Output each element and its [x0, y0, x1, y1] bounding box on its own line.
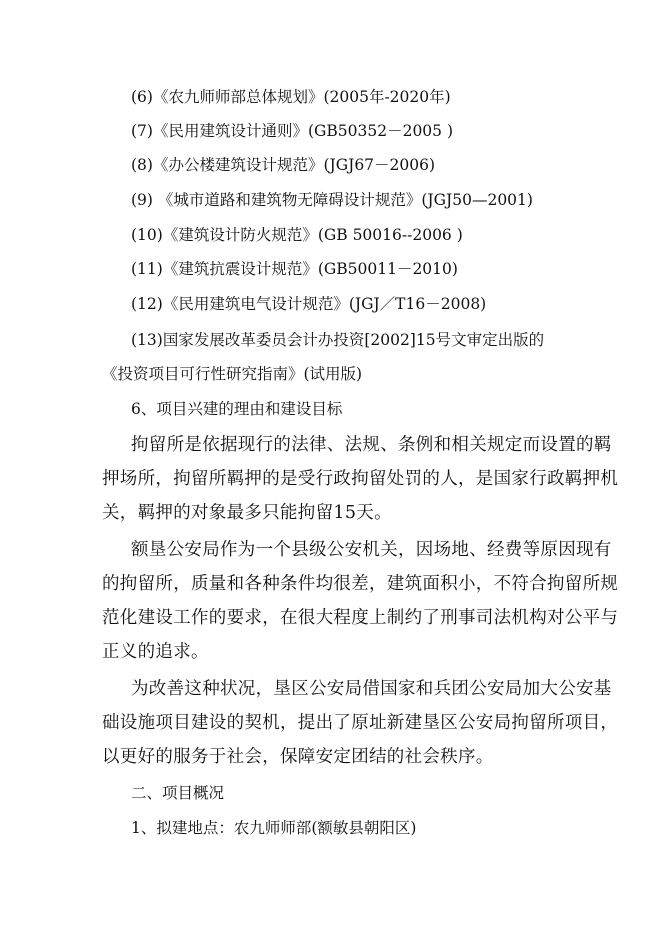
- reference-item: (6)《农九师师部总体规划》(2005年-2020年): [131, 88, 451, 106]
- reference-item: (9) 《城市道路和建筑物无障碍设计规范》(JGJ50—2001): [131, 191, 533, 209]
- reference-item: (7)《民用建筑设计通则》(GB50352－2005 ): [131, 122, 454, 140]
- paragraph-line: 额垦公安局作为一个县级公安机关，因场地、经费等原因现有: [131, 540, 612, 560]
- section-heading: 二、项目概况: [131, 784, 225, 802]
- list-item: 1、拟建地点：农九师师部(额敏县朝阳区): [131, 819, 417, 837]
- paragraph-line: 押场所，拘留所羁押的是受行政拘留处罚的人，是国家行政羁押机: [102, 469, 619, 489]
- reference-item-continuation: 《投资项目可行性研究指南》(试用版): [102, 365, 363, 383]
- paragraph-line: 础设施项目建设的契机，提出了原址新建垦区公安局拘留所项目，: [102, 713, 619, 733]
- reference-item: (8)《办公楼建筑设计规范》(JGJ67－2006): [131, 156, 436, 174]
- reference-item: (12)《民用建筑电气设计规范》(JGJ／T16－2008): [131, 295, 487, 313]
- paragraph-line: 正义的追求。: [102, 642, 209, 662]
- paragraph-line: 范化建设工作的要求，在很大程度上制约了刑事司法机构对公平与: [102, 608, 619, 628]
- paragraph-line: 以更好的服务于社会，保障安定团结的社会秩序。: [102, 747, 494, 767]
- paragraph-line: 的拘留所，质量和各种条件均很差，建筑面积小，不符合拘留所规: [102, 574, 619, 594]
- section-heading: 6、项目兴建的理由和建设目标: [131, 400, 343, 418]
- reference-item: (10)《建筑设计防火规范》(GB 50016--2006 ): [131, 226, 463, 244]
- paragraph-line: 拘留所是依据现行的法律、法规、条例和相关规定而设置的羁: [131, 435, 612, 455]
- paragraph-line: 为改善这种状况，垦区公安局借国家和兵团公安局加大公安基: [131, 679, 612, 699]
- reference-item: (11)《建筑抗震设计规范》(GB50011－2010): [131, 260, 458, 278]
- paragraph-line: 关，羁押的对象最多只能拘留15天。: [102, 503, 392, 523]
- reference-item: (13)国家发展改革委员会计办投资[2002]15号文审定出版的: [131, 331, 545, 349]
